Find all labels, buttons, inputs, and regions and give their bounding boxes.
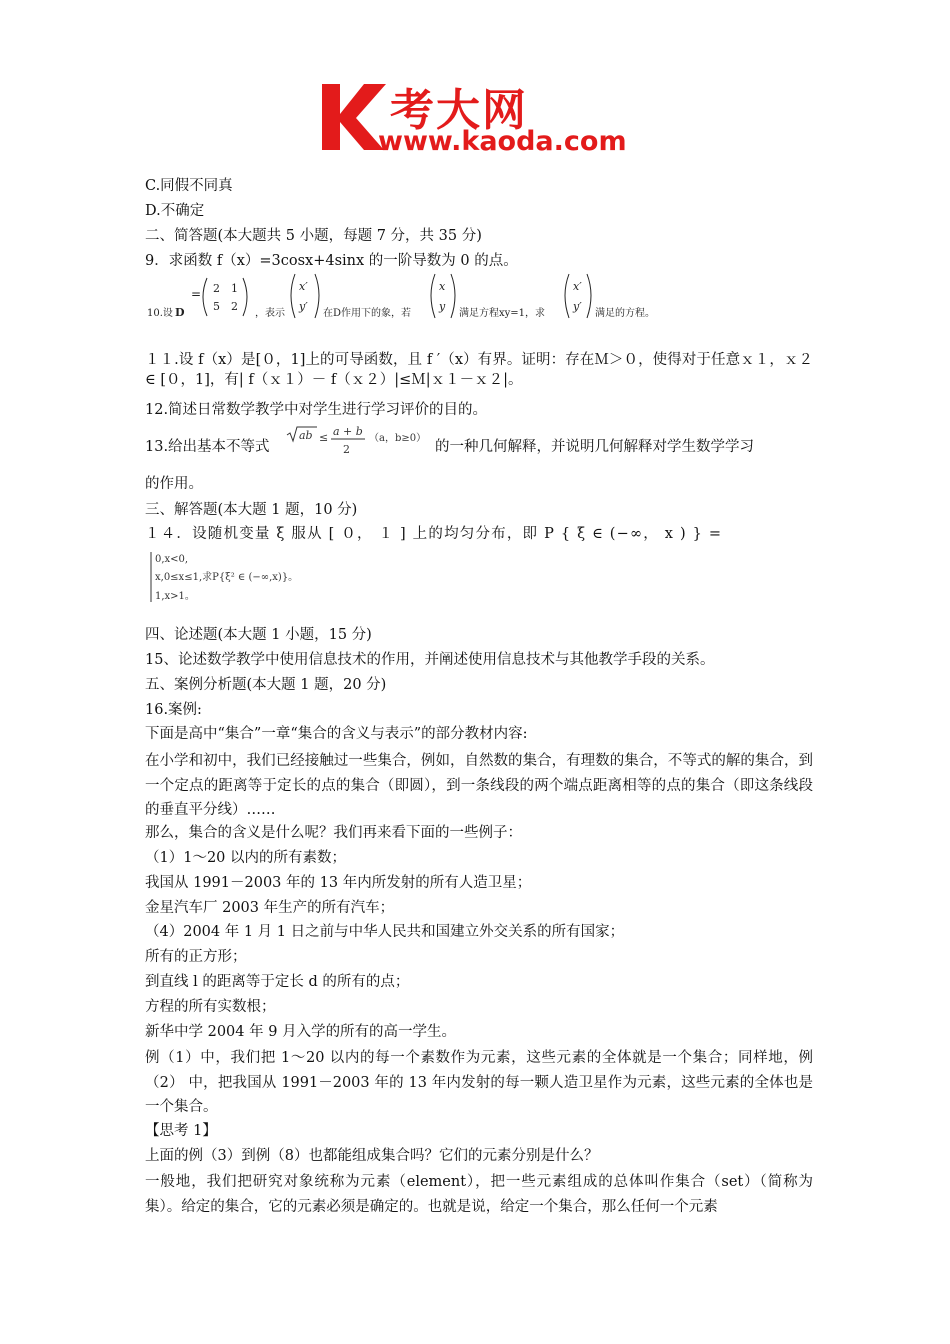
section-4-heading: 四、论述题(本大题 1 小题，15 分) [145, 627, 372, 643]
q14-c3: 1,x>1。 [155, 591, 195, 602]
q13-den: 2 [343, 443, 350, 456]
example-2: 我国从 1991－2003 年的 13 年内所发射的所有人造卫星； [145, 875, 532, 891]
q14-c1: 0,x<0, [155, 554, 189, 565]
q13-formula [285, 425, 435, 461]
q13-lt: ≤ [319, 431, 329, 444]
case-paragraph-2: 例（1）中，我们把 1～20 以内的每一个素数作为元素，这些元素的全体就是一个集合；同样地，例（2） 中，把我国从 1991－2003 年的 13 年内发射的每一颗人造卫星作为元素，这些元素的全体也是一个集合。 [145, 1050, 813, 1115]
q10-m11: 2 [213, 282, 220, 295]
example-1: （1）1～20 以内的所有素数； [145, 850, 347, 866]
q10-v3b: y′ [573, 300, 582, 313]
example-3: 金星汽车厂 2003 年生产的所有汽车； [145, 900, 395, 916]
q10-t1: ，表示 [255, 308, 285, 319]
q13-cond: （a，b≥0） [369, 433, 427, 444]
q13-prefix: 13.给出基本不等式 [145, 439, 270, 455]
q10-m22: 2 [231, 300, 238, 313]
kaoda-logo [318, 80, 638, 160]
q10-d: D [175, 306, 185, 319]
section-5-heading: 五、案例分析题(本大题 1 题，20 分) [145, 677, 387, 693]
option-c: C.同假不同真 [145, 178, 233, 194]
q14-piecewise [145, 548, 445, 608]
question-10-formula [145, 270, 685, 340]
example-5: 所有的正方形； [145, 949, 247, 965]
example-7: 方程的所有实数根； [145, 999, 276, 1015]
logo-title: 考大网 [390, 85, 528, 136]
example-8: 新华中学 2004 年 9 月入学的所有的高一学生。 [145, 1024, 457, 1040]
q13-num: a + b [333, 425, 363, 438]
q10-m21: 5 [213, 300, 220, 313]
question-13 [145, 425, 825, 465]
q10-t3: 满足方程xy=1，求 [459, 308, 546, 319]
q10-prefix: 10.设 [147, 308, 173, 319]
question-15: 15、论述数学教学中使用信息技术的作用，并阐述使用信息技术与其他教学手段的关系。 [145, 652, 715, 668]
q10-v1b: y′ [299, 300, 308, 313]
case-paragraph-3: 一般地，我们把研究对象统称为元素（element），把一些元素组成的总体叫作集合（set）（简称为集）。给定的集合，它的元素必须是确定的。也就是说，给定一个集合，那么任何一个元素 [145, 1174, 813, 1215]
case-question: 那么，集合的含义是什么呢？我们再来看下面的一些例子： [145, 825, 522, 841]
q10-v1a: x′ [299, 280, 308, 293]
q10-v2a: x [439, 280, 446, 293]
question-11: １１.设 f（x）是[０，1]上的可导函数，且 f ′（x）有界。证明：存在Ｍ＞０，使得对于任意ｘ１，ｘ２∈ [０，1]，有| f（ｘ１）－ f（ｘ２）|≤Ｍ|ｘ１－ｘ２|。 [145, 352, 813, 388]
case-intro: 下面是高中“集合”一章“集合的含义与表示”的部分教材内容: [145, 726, 528, 742]
question-14-cases [145, 548, 445, 608]
question-9: 9．求函数 f（x）=3cosx+4sinx 的一阶导数为 0 的点。 [145, 253, 518, 269]
q10-eq: = [191, 287, 202, 301]
logo-url: www.kaoda.com [378, 126, 627, 157]
q10-m12: 1 [231, 282, 238, 295]
case-paragraph-1: 在小学和初中，我们已经接触过一些集合，例如，自然数的集合，有理数的集合，不等式的解的集合，到一个定点的距离等于定长的点的集合（即圆），到一条线段的两个端点距离相等的点的集合（即这条线段的垂直平分线）…… [145, 753, 813, 818]
think-1-question: 上面的例（3）到例（8）也都能组成集合吗？它们的元素分别是什么？ [145, 1148, 599, 1164]
question-16: 16.案例: [145, 702, 202, 718]
q10-v2b: y [439, 300, 446, 313]
question-14: １４．设随机变量 ξ 服从 [ ０， １ ] 上的均匀分布，即 P { ξ ∈ (−∞， x ) } = [145, 526, 723, 542]
section-3-heading: 三、解答题(本大题 1 题，10 分) [145, 502, 358, 518]
q13-sqrt: ab [299, 429, 313, 442]
question-12: 12.简述日常数学教学中对学生进行学习评价的目的。 [145, 402, 488, 418]
q14-c2: x,0≤x≤1,求P{ξ² ∈ (−∞,x)}。 [155, 572, 299, 583]
q13-suffix: 的一种几何解释，并说明几何解释对学生数学学习 [435, 439, 754, 455]
q10-t2: 在D作用下的象，若 [323, 308, 412, 319]
think-1-heading: 【思考 1】 [145, 1123, 217, 1139]
example-4: （4）2004 年 1 月 1 日之前与中华人民共和国建立外交关系的所有国家； [145, 924, 625, 940]
q13-cont: 的作用。 [145, 476, 203, 492]
q10-v3a: x′ [573, 280, 582, 293]
question-10 [145, 270, 685, 340]
option-d: D.不确定 [145, 203, 205, 219]
example-6: 到直线 l 的距离等于定长 d 的所有的点； [145, 974, 410, 990]
q10-t4: 满足的方程。 [595, 308, 655, 319]
section-2-heading: 二、简答题(本大题共 5 小题，每题 7 分，共 35 分) [145, 228, 482, 244]
